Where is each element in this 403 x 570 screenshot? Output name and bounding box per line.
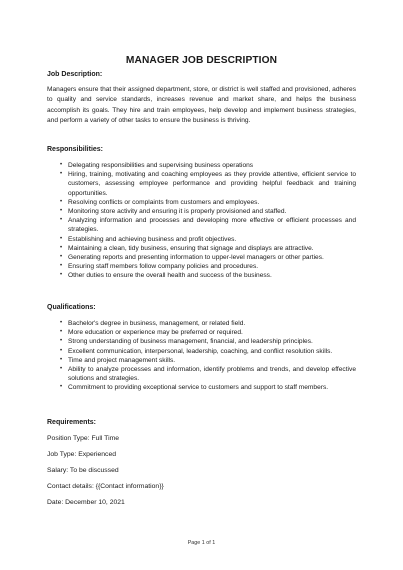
- salary: Salary: To be discussed: [47, 467, 119, 474]
- list-item: • Ensuring staff members follow company policies and procedures.: [60, 263, 259, 271]
- bullet-icon: •: [60, 329, 63, 336]
- requirements-label: Requirements:: [47, 419, 97, 426]
- responsibilities-list: [47, 161, 356, 281]
- list-item: • Establishing and achieving business and profit objectives.: [60, 235, 237, 243]
- bullet-icon: •: [60, 347, 63, 354]
- list-item: • Maintaining a clean, tidy business, ensuring that signage and displays are attractive.: [60, 244, 314, 252]
- bullet-icon: •: [60, 263, 63, 270]
- date: Date: December 10, 2021: [47, 499, 125, 506]
- list-item: • Time and project management skills.: [60, 356, 176, 364]
- bullet-icon: •: [60, 235, 63, 242]
- list-item: • Delegating responsibilities and supervising business operations: [60, 162, 254, 169]
- qualifications-section: [47, 304, 356, 393]
- job-description-label: Job Description:: [47, 71, 103, 78]
- bullet-icon: •: [60, 384, 63, 391]
- qualifications-list: [47, 319, 356, 393]
- position-type: Position Type: Full Time: [47, 435, 120, 442]
- bullet-icon: •: [60, 366, 63, 373]
- list-item: • Strong understanding of business management, financial, and leadership principles.: [60, 338, 313, 346]
- bullet-icon: •: [60, 338, 63, 345]
- job-description-section: [47, 71, 356, 127]
- bullet-icon: •: [60, 217, 63, 224]
- bullet-icon: •: [60, 171, 63, 178]
- qualifications-label: Qualifications:: [47, 304, 96, 311]
- job-type: Job Type: Experienced: [47, 451, 117, 458]
- list-item: • Resolving conflicts or complaints from customers and employees.: [60, 198, 260, 206]
- list-item: • Bachelor's degree in business, management, or related field.: [60, 320, 246, 327]
- list-item: • Generating reports and presenting information to upper-level managers or other parties.: [60, 254, 324, 262]
- list-item: • Monitoring store activity and ensuring it is properly provisioned and staffed.: [60, 208, 287, 216]
- job-description-text: Managers ensure that their assigned department, store, or district is well staffed and provisioned, adheres to quality and service standards, increases revenue and market share, and helps the business accomplish its goals. They hire and train employees, help develop and implement business strategies, and perform a variety of other tasks to ensure the business is thriving.: [47, 86, 356, 125]
- list-item: • Excellent communication, interpersonal, leadership, coaching, and conflict resolution skills.: [60, 347, 333, 355]
- page-footer: Page 1 of 1: [187, 540, 216, 546]
- bullet-icon: •: [60, 244, 63, 251]
- contact-details: Contact details: {{Contact information}}: [47, 483, 164, 490]
- list-item: • Hiring, training, motivating and coaching employees as they provide attentive, efficient service to customers, assessing employee performance and providing helpful feedback and training opportunities.: [60, 171, 356, 197]
- bullet-icon: •: [60, 198, 63, 205]
- bullet-icon: •: [60, 272, 63, 279]
- bullet-icon: •: [60, 162, 63, 168]
- list-item: • More education or experience may be preferred or required.: [60, 329, 243, 337]
- bullet-icon: •: [60, 254, 63, 261]
- bullet-icon: •: [60, 320, 63, 326]
- list-item: • Ability to analyze processes and information, identify problems and trends, and develop effective solutions and strategies.: [60, 366, 356, 383]
- responsibilities-label: Responsibilities:: [47, 146, 104, 153]
- bullet-icon: •: [60, 356, 63, 363]
- bullet-icon: •: [60, 208, 63, 215]
- requirements-section: [47, 419, 356, 506]
- page-title: MANAGER JOB DESCRIPTION: [125, 55, 278, 66]
- list-item: • Commitment to providing exceptional service to customers and support to staff members.: [60, 384, 329, 392]
- list-item: • Analyzing information and processes and developing more effective or efficient processes and strategies.: [60, 217, 356, 234]
- list-item: • Other duties to ensure the overall health and success of the business.: [60, 272, 272, 280]
- responsibilities-section: [47, 146, 356, 281]
